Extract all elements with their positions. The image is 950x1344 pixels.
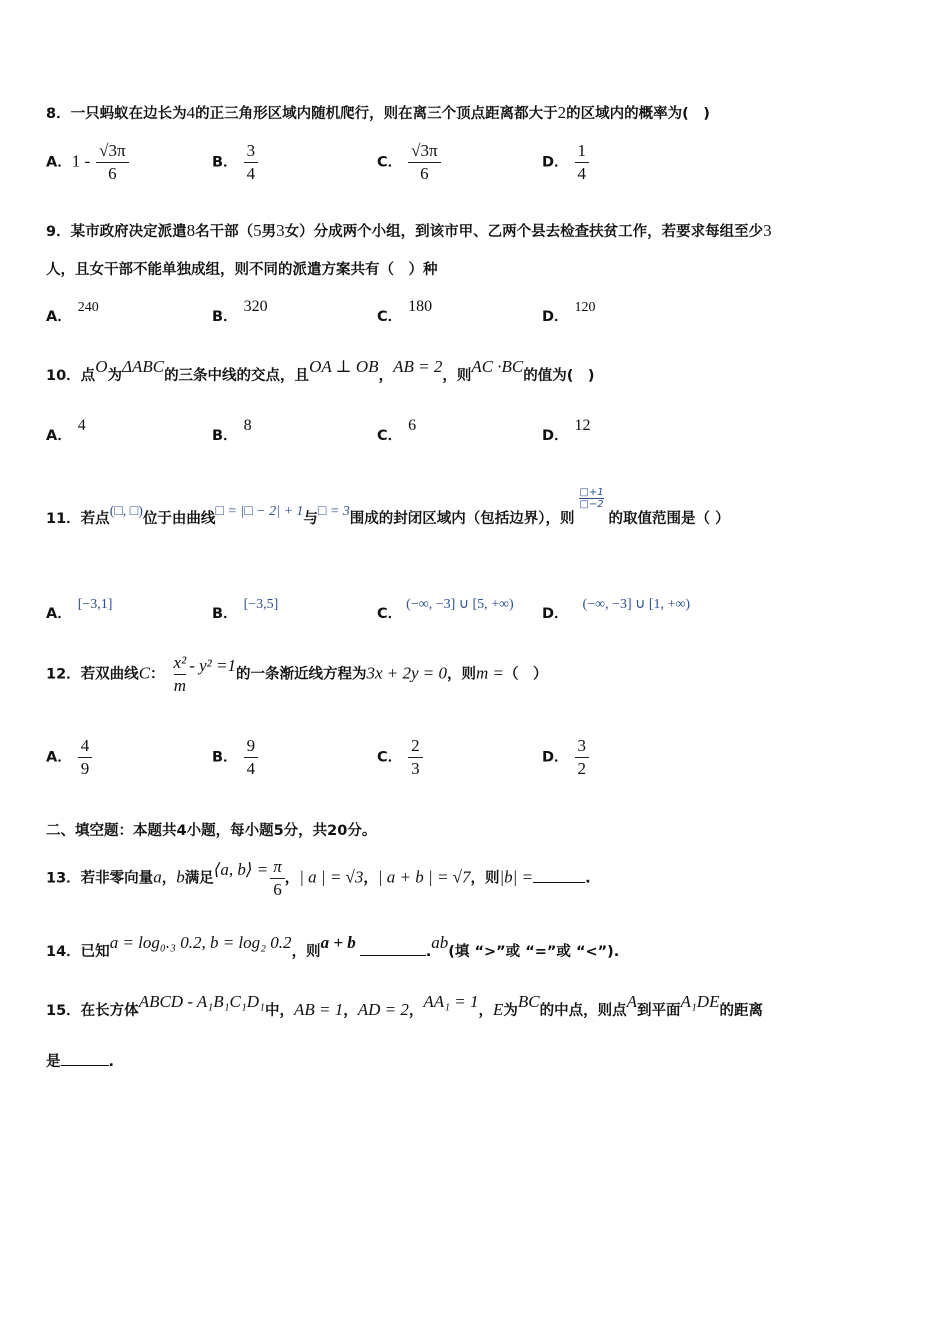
q11-text: 位于由曲线: [142, 511, 216, 527]
q9-text: 9．某市政府决定派遣: [46, 224, 187, 240]
q15-text: 是: [46, 1054, 61, 1070]
q9-num: 5: [253, 221, 262, 240]
denominator: □−2: [579, 499, 604, 510]
q13-math: a: [153, 867, 162, 887]
option-label: D．: [542, 309, 569, 325]
option-label: B．: [212, 428, 238, 444]
q15-math: A₁DE: [680, 992, 720, 1011]
option-label: C．: [377, 606, 403, 622]
q15-math: AA₁ = 1: [423, 992, 479, 1011]
q8-num: 4: [186, 103, 196, 122]
option-label: D．: [542, 428, 569, 444]
q10-text: 10．点: [46, 368, 96, 384]
option-fraction: [244, 735, 259, 780]
q10-text: 的值为( ): [523, 368, 595, 384]
option-label: B．: [212, 749, 238, 766]
question-13: [46, 856, 591, 901]
q15-text: ，: [343, 1003, 358, 1019]
option-fraction: [408, 735, 423, 780]
q11-fraction: [575, 487, 609, 510]
q9-option-d[interactable]: [542, 300, 596, 326]
q15-text: 为: [503, 1003, 518, 1019]
q11-math: □ = |□ − 2| + 1: [215, 504, 304, 519]
answer-blank[interactable]: [533, 868, 585, 883]
q13-text: ，: [161, 870, 177, 887]
q10-option-b[interactable]: [212, 417, 252, 445]
q8-text: 的正三角形区域内随机爬行，则在离三个顶点距离都大于: [195, 106, 558, 122]
option-label: D．: [542, 606, 569, 622]
numerator: 9: [244, 735, 259, 758]
denominator: 4: [246, 759, 256, 778]
q9-option-c[interactable]: [377, 298, 433, 326]
q12-text: ，则: [447, 666, 477, 683]
q10-math: O: [95, 357, 108, 376]
q8-option-c[interactable]: [377, 140, 441, 185]
q8-text: 的区域内的概率为( ): [566, 106, 710, 122]
q10-text: 的三条中线的交点，且: [164, 368, 310, 384]
q15-math: ABCD - A₁B₁C₁D₁: [138, 992, 265, 1011]
q15-math: E: [493, 1000, 504, 1019]
q11-option-b[interactable]: [212, 597, 279, 623]
q15-math: AB = 1: [293, 1000, 344, 1019]
q14-text: 14．已知: [46, 944, 110, 960]
numerator: π: [270, 856, 285, 879]
denominator: 3: [411, 759, 420, 778]
q15-text: ，: [408, 1003, 424, 1019]
option-value: 6: [408, 417, 417, 434]
q8-option-b[interactable]: [212, 140, 258, 185]
denominator: 4: [246, 164, 256, 183]
q12-math: C: [138, 663, 151, 683]
answer-blank[interactable]: [360, 941, 426, 956]
q9-num: 3: [763, 221, 772, 240]
numerator: x²: [173, 653, 187, 672]
numerator: √3π: [408, 140, 440, 163]
option-fraction: [575, 140, 590, 185]
q12-math: 3x + 2y = 0: [366, 663, 448, 683]
q14-math: ab: [431, 933, 449, 952]
option-value: [−3,5]: [243, 597, 279, 612]
option-value: 180: [408, 298, 433, 315]
question-11: [46, 487, 730, 538]
q13-math: ⟨a, b⟩ =: [213, 859, 269, 879]
option-value: (−∞, −3] ∪ [5, +∞): [406, 597, 514, 612]
question-15: [46, 992, 763, 1020]
numerator: □+1: [579, 487, 604, 498]
q11-math: □ = 3: [317, 504, 350, 519]
q9-num: 3: [276, 221, 285, 240]
q11-text: 的取值范围是（ ）: [608, 511, 730, 527]
option-label: A．: [46, 749, 72, 766]
option-value: 8: [243, 417, 252, 434]
q9-text: 女）分成两个小组，到该市甲、乙两个县去检查扶贫工作，若要求每组至少: [284, 224, 764, 240]
option-fraction: [408, 140, 440, 185]
option-label: A．: [46, 309, 72, 325]
numerator: √3π: [96, 140, 128, 163]
q8-option-a[interactable]: [46, 140, 129, 185]
question-10: [46, 357, 595, 385]
q12-math: m =: [476, 663, 505, 683]
question-12: [46, 652, 548, 697]
denominator: m: [173, 676, 186, 695]
q14-math: a = log₀.₃ 0.2, b = log₂ 0.2: [109, 933, 292, 952]
q10-option-c[interactable]: [377, 417, 417, 445]
option-label: B．: [212, 606, 238, 622]
q11-text: 围成的封闭区域内（包括边界），则: [349, 511, 575, 527]
option-label: B．: [212, 309, 238, 325]
option-prefix: 1 -: [71, 151, 91, 171]
q11-option-a[interactable]: [46, 597, 113, 623]
option-fraction: [96, 140, 128, 185]
q10-math: OA ⊥ OB: [309, 357, 379, 376]
option-value: [−3,1]: [77, 597, 113, 612]
section-heading-fill-in: 二、填空题：本题共4小题，每小题5分，共20分。: [46, 823, 377, 839]
q12-text: 的一条渐近线方程为: [235, 666, 367, 683]
option-value: 320: [243, 298, 268, 315]
option-label: C．: [377, 154, 403, 171]
option-label: C．: [377, 428, 403, 444]
denominator: 6: [420, 164, 429, 183]
q15-text: 中，: [264, 1003, 294, 1019]
denominator: 9: [80, 759, 90, 778]
q14-text: .: [425, 944, 432, 960]
q13-math: b: [176, 867, 185, 887]
option-label: D．: [542, 154, 569, 171]
option-value: 12: [574, 417, 591, 434]
q11-option-d[interactable]: [542, 597, 691, 623]
q12-text: 12．若双曲线: [46, 666, 139, 683]
q11-option-c[interactable]: [377, 597, 514, 623]
numerator: 2: [408, 735, 423, 758]
denominator: 4: [577, 164, 587, 183]
q13-fraction: [270, 856, 285, 901]
q11-math: (□, □): [109, 504, 143, 519]
q8-option-d[interactable]: [542, 140, 589, 185]
q8-num: 2: [557, 103, 567, 122]
q10-text: ，则: [442, 368, 472, 384]
q13-text: ，: [284, 870, 300, 887]
option-label: D．: [542, 749, 569, 766]
option-fraction: [78, 735, 93, 780]
q12-text: （ ）: [504, 666, 548, 683]
q11-text: 11．若点: [46, 511, 110, 527]
q13-text: ，则: [470, 870, 500, 887]
q15-math: BC: [517, 992, 540, 1011]
q15-text: .: [108, 1054, 115, 1070]
question-15-line2: [46, 1050, 114, 1071]
q12-equation-fraction: [171, 652, 190, 697]
q12-option-a[interactable]: [46, 735, 92, 780]
option-label: C．: [377, 309, 403, 325]
option-value: 4: [77, 417, 86, 434]
q12-option-d[interactable]: [542, 735, 589, 780]
option-value: 120: [574, 300, 596, 315]
denominator: 2: [577, 759, 587, 778]
q15-text: 的中点，则点: [539, 1003, 627, 1019]
q9-option-a[interactable]: [46, 300, 99, 326]
q12-text: ：: [150, 666, 165, 683]
q15-text: 15．在长方体: [46, 1003, 139, 1019]
q15-math: A: [626, 992, 638, 1011]
numerator: 3: [244, 140, 259, 163]
q13-math: | a + b | = √7: [377, 867, 471, 887]
q8-text: 8．一只蚂蚁在边长为: [46, 106, 187, 122]
question-9: [46, 220, 772, 241]
question-8: [46, 102, 710, 123]
denominator: 6: [108, 164, 117, 183]
q10-math: AB = 2: [393, 357, 443, 376]
q15-text: 的距离: [719, 1003, 763, 1019]
option-value: 240: [77, 300, 99, 315]
answer-blank[interactable]: [61, 1051, 109, 1066]
numerator: 4: [78, 735, 93, 758]
q15-math: AD = 2: [357, 1000, 409, 1019]
q10-option-d[interactable]: [542, 417, 591, 445]
option-label: A．: [46, 154, 72, 171]
question-14: [46, 933, 620, 961]
q10-text: ，: [378, 368, 394, 384]
q14-text: ，则: [291, 944, 321, 960]
q15-text: ，: [478, 1003, 493, 1019]
option-value: (−∞, −3] ∪ [1, +∞): [582, 597, 691, 612]
q10-text: 为: [107, 368, 122, 384]
q13-math: | a | = √3: [299, 867, 364, 887]
q15-text: 到平面: [637, 1003, 681, 1019]
q13-text: ，: [363, 870, 378, 887]
option-label: A．: [46, 606, 72, 622]
option-fraction: [244, 140, 259, 185]
q12-math: - y² =1: [189, 655, 236, 675]
q13-text: 满足: [184, 870, 214, 887]
q13-math: |b| =: [499, 867, 534, 887]
q9-option-b[interactable]: [212, 298, 268, 326]
q13-text: 13．若非零向量: [46, 870, 154, 887]
numerator: 1: [575, 140, 590, 163]
option-label: A．: [46, 428, 72, 444]
q9-text: 名干部（: [195, 224, 254, 240]
q10-math: ΔABC: [121, 357, 165, 376]
q12-option-c[interactable]: [377, 735, 423, 780]
q11-text: 与: [303, 511, 318, 527]
q12-option-b[interactable]: [212, 735, 258, 780]
question-9-line2: 人，且女干部不能单独成组，则不同的派遣方案共有（ ）种: [46, 262, 438, 278]
denominator: 6: [273, 880, 282, 899]
option-label: B．: [212, 154, 238, 171]
q10-option-a[interactable]: [46, 417, 86, 445]
numerator: 3: [575, 735, 590, 758]
q10-math: AC ·BC: [471, 357, 524, 376]
q14-text: (填 “>”或 “=”或 “<”).: [448, 944, 620, 960]
q13-text: .: [585, 870, 591, 887]
option-fraction: [575, 735, 590, 780]
option-label: C．: [377, 749, 403, 766]
q9-num: 8: [186, 221, 196, 240]
q9-text: 男: [261, 224, 277, 240]
q14-math: a + b: [320, 933, 356, 952]
